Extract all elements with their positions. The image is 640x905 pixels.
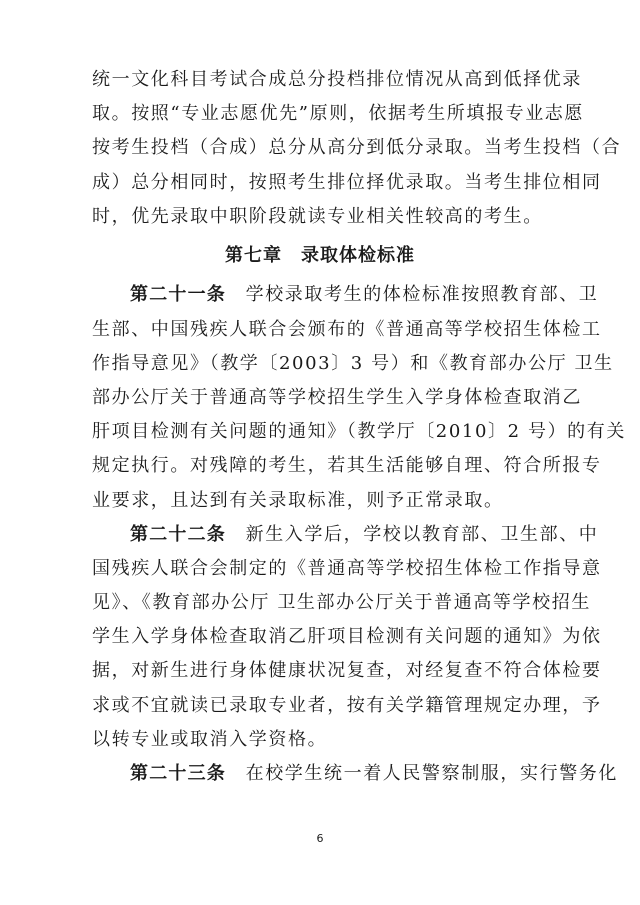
paragraph-line: 按考生投档（合成）总分从高分到低分录取。当考生投档（合	[92, 137, 622, 159]
article-22-line: 国残疾人联合会制定的《普通高等学校招生体检工作指导意	[92, 557, 602, 579]
page-number: 6	[316, 832, 324, 845]
article-21-line: 业要求，且达到有关录取标准，则予正常录取。	[92, 489, 504, 511]
article-22-line: 学生入学身体检查取消乙肝项目检测有关问题的通知》为依	[92, 626, 602, 648]
paragraph-line: 取。按照“专业志愿优先”原则，依据考生所填报专业志愿	[92, 103, 585, 125]
article-22-line: 求或不宜就读已录取专业者，按有关学籍管理规定办理，予	[92, 694, 602, 716]
article-21-line: 生部、中国残疾人联合会颁布的《普通高等学校招生体检工	[92, 318, 602, 340]
paragraph-line: 成）总分相同时，按照考生排位择优录取。当考生排位相同	[92, 171, 602, 193]
article-22-text: 新生入学后，学校以教育部、卫生部、中	[245, 523, 599, 545]
article-23-text: 在校学生统一着人民警察制服，实行警务化	[245, 763, 619, 784]
article-22-line: 以转专业或取消入学资格。	[92, 728, 328, 750]
paragraph-line: 统一文化科目考试合成总分投档排位情况从高到低择优录	[92, 69, 582, 90]
article-22-label: 第二十二条	[130, 523, 226, 545]
article-21-line: 规定执行。对残障的考生，若其生活能够自理、符合所报专	[92, 455, 602, 477]
paragraph-line: 时，优先录取中职阶段就读专业相关性较高的考生。	[92, 205, 543, 227]
article-21-line: 作指导意见》（教学〔2003〕3 号）和《教育部办公厅 卫生	[92, 352, 614, 374]
article-22-line: 据，对新生进行身体健康状况复查，对经复查不符合体检要	[92, 660, 602, 682]
article-21-label: 第二十一条	[130, 284, 226, 306]
chapter-heading: 第七章 录取体检标准	[225, 245, 415, 267]
article-21-text: 学校录取考生的体检标准按照教育部、卫	[245, 284, 599, 306]
article-21-line: 肝项目检测有关问题的通知》（教学厅〔2010〕2 号）的有关	[92, 421, 626, 443]
article-21-line: 部办公厅关于普通高等学校招生学生入学身体检查取消乙	[92, 386, 582, 408]
article-23-first-line	[130, 754, 619, 794]
article-23-label: 第二十三条	[130, 763, 226, 784]
article-22-line: 见》、《教育部办公厅 卫生部办公厅关于普通高等学校招生	[92, 592, 591, 614]
